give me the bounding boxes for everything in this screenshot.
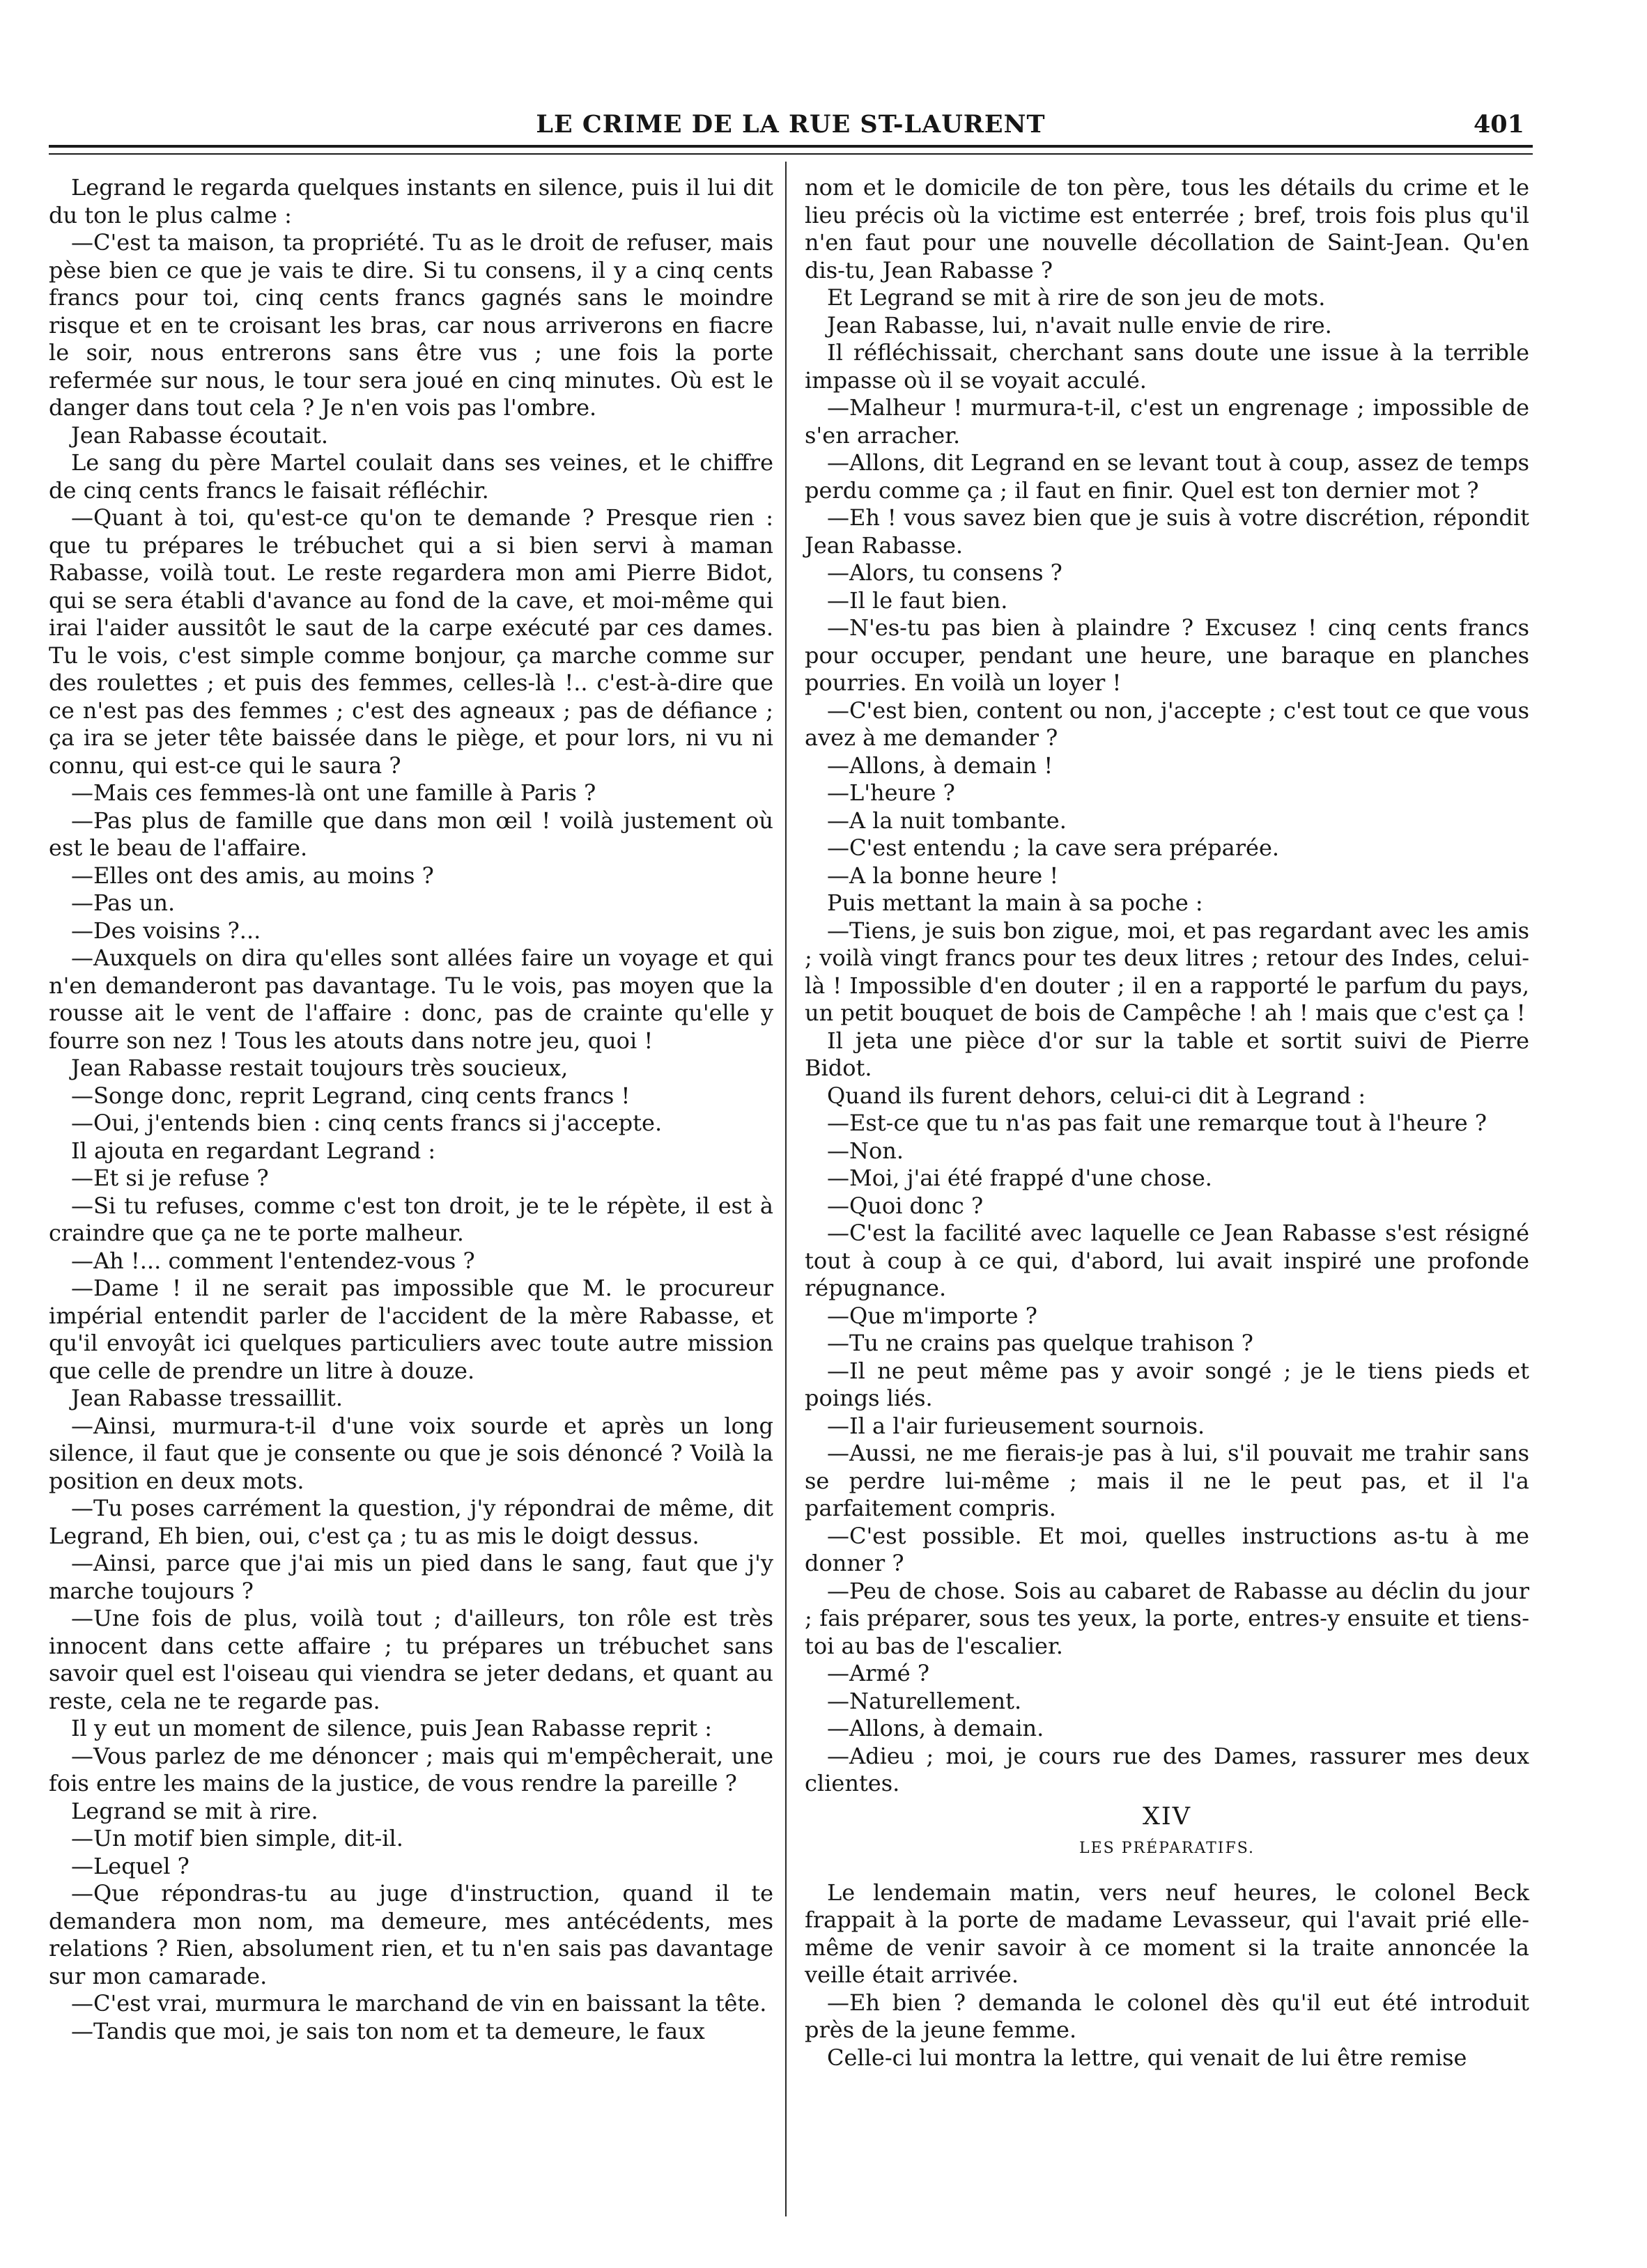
paragraph: —Songe donc, reprit Legrand, cinq cents francs !	[71, 1082, 631, 1109]
paragraph: —Allons, à demain.	[827, 1715, 1044, 1741]
paragraph: —C'est la facilité avec laquelle ce Jean Rabasse s'est résigné tout à coup à ce qui, d'abord, lui avait inspiré une profonde répugnance.	[805, 1220, 1529, 1301]
paragraph: —Il ne peut même pas y avoir songé ; je le tiens pieds et poings liés.	[805, 1357, 1529, 1411]
paragraph: Il y eut un moment de silence, puis Jean Rabasse reprit :	[71, 1715, 713, 1741]
paragraph: —Tu poses carrément la question, j'y répondrai de même, dit Legrand, Eh bien, oui, c'est ça ; tu as mis le doigt dessus.	[49, 1495, 773, 1549]
paragraph: —A la bonne heure !	[827, 862, 1059, 889]
paragraph: —Eh bien ? demanda le colonel dès qu'il eut été introduit près de la jeune femme.	[805, 1989, 1529, 2043]
paragraph: —C'est possible. Et moi, quelles instructions as-tu à me donner ?	[805, 1522, 1529, 1576]
paragraph: —Aussi, ne me fierais-je pas à lui, s'il pouvait me trahir sans se perdre lui-même ; mais il ne le peut pas, et il l'a parfaitement compris.	[805, 1440, 1529, 1521]
paragraph: —Allons, à demain !	[827, 752, 1053, 779]
paragraph: —N'es-tu pas bien à plaindre ? Excusez ! cinq cents francs pour occuper, pendant une heure, une baraque en planches pourries. En voilà un loyer !	[805, 614, 1529, 696]
left-column	[49, 174, 773, 2045]
running-title: LE CRIME DE LA RUE ST-LAURENT	[536, 110, 1046, 139]
paragraph: —Allons, dit Legrand en se levant tout à coup, assez de temps perdu comme ça ; il faut en finir. Quel est ton dernier mot ?	[805, 449, 1529, 504]
paragraph: Il ajouta en regardant Legrand :	[71, 1137, 436, 1164]
paragraph: —C'est ta maison, ta propriété. Tu as le droit de refuser, mais pèse bien ce que je vais te dire. Si tu consens, il y a cinq cents francs pour toi, cinq cents francs gagnés sans le moindre risque et en te croisant les bras, car nous arriverons en fiacre le soir, nous entrerons sans être vus ; une fois la porte refermée sur nous, le tour sera joué en cinq minutes. Où est le danger dans tout cela ? Je n'en vois pas l'ombre.	[49, 229, 773, 421]
paragraph: —Armé ?	[827, 1660, 930, 1686]
chapter-number: XIV	[1142, 1802, 1192, 1831]
paragraph: —Ainsi, parce que j'ai mis un pied dans le sang, faut que j'y marche toujours ?	[49, 1550, 773, 1604]
page-number: 401	[1473, 110, 1524, 139]
paragraph: —Des voisins ?...	[71, 917, 261, 944]
right-column-text-before-chapter	[805, 174, 1529, 1798]
paragraph: —Tu ne crains pas quelque trahison ?	[827, 1330, 1253, 1356]
paragraph: —Ah !... comment l'entendez-vous ?	[71, 1247, 475, 1274]
paragraph: —C'est bien, content ou non, j'accepte ; c'est tout ce que vous avez à me demander ?	[805, 697, 1529, 751]
paragraph: —Peu de chose. Sois au cabaret de Rabasse au déclin du jour ; fais préparer, sous tes yeux, la porte, entres-y ensuite et tiens-toi au bas de l'escalier.	[805, 1577, 1529, 1659]
paragraph: —Et si je refuse ?	[71, 1165, 269, 1191]
paragraph: Jean Rabasse, lui, n'avait nulle envie de rire.	[827, 311, 1332, 339]
paragraph: —Non.	[827, 1137, 904, 1164]
paragraph: Jean Rabasse écoutait.	[71, 421, 328, 449]
paragraph: —C'est vrai, murmura le marchand de vin en baissant la tête.	[71, 1990, 767, 2017]
paragraph: —Que répondras-tu au juge d'instruction, quand il te demandera mon nom, ma demeure, mes antécédents, mes relations ? Rien, absolument rien, et tu n'en sais pas davantage sur mon camarade.	[49, 1880, 773, 1989]
right-column-text-after-chapter	[805, 1879, 1529, 2072]
paragraph: Jean Rabasse tressaillit.	[71, 1385, 343, 1411]
paragraph: —Auxquels on dira qu'elles sont allées faire un voyage et qui n'en demanderont pas davantage. Tu le vois, pas moyen que la rousse ait le vent de l'affaire : donc, pas de crainte qu'elle y fourre son nez ! Tous les atouts dans notre jeu, quoi !	[49, 945, 773, 1054]
paragraph: —Il a l'air furieusement sournois.	[827, 1412, 1205, 1439]
paragraph: Celle-ci lui montra la lettre, qui venait de lui être remise	[827, 2044, 1467, 2071]
paragraph: —Adieu ; moi, je cours rue des Dames, rassurer mes deux clientes.	[805, 1742, 1529, 1796]
paragraph: Legrand se mit à rire.	[71, 1797, 318, 1824]
paragraph: —Quoi donc ?	[827, 1192, 984, 1219]
paragraph: Il jeta une pièce d'or sur la table et sortit suivi de Pierre Bidot.	[805, 1027, 1529, 1081]
paragraph: Quand ils furent dehors, celui-ci dit à Legrand :	[827, 1082, 1366, 1109]
paragraph: —A la nuit tombante.	[827, 807, 1067, 834]
paragraph: nom et le domicile de ton père, tous les détails du crime et le lieu précis où la victime est enterrée ; bref, trois fois plus qu'il n'en faut pour une nouvelle décollation de Saint-Jean. Qu'en dis-tu, Jean Rabasse ?	[805, 174, 1529, 284]
paragraph: —Est-ce que tu n'as pas fait une remarque tout à l'heure ?	[827, 1110, 1487, 1136]
paragraph: —Un motif bien simple, dit-il.	[71, 1825, 403, 1851]
paragraph: Le sang du père Martel coulait dans ses veines, et le chiffre de cinq cents francs le faisait réfléchir.	[49, 449, 773, 504]
paragraph: —Une fois de plus, voilà tout ; d'ailleurs, ton rôle est très innocent dans cette affaire ; tu prépares un trébuchet sans savoir quel est l'oiseau qui viendra se jeter dedans, et quant au reste, cela ne te regarde pas.	[49, 1605, 773, 1714]
paragraph: —Tandis que moi, je sais ton nom et ta demeure, le faux	[71, 2017, 705, 2044]
paragraph: —Vous parlez de me dénoncer ; mais qui m'empêcherait, une fois entre les mains de la justice, de vous rendre la pareille ?	[49, 1742, 773, 1796]
header-rule-thin	[49, 153, 1533, 155]
page-header	[49, 104, 1533, 146]
paragraph: —Dame ! il ne serait pas impossible que M. le procureur impérial entendit parler de l'accident de la mère Rabasse, et qu'il envoyât ici quelques particuliers avec toute autre mission que celle de prendre un litre à douze.	[49, 1275, 773, 1384]
paragraph: Le lendemain matin, vers neuf heures, le colonel Beck frappait à la porte de madame Levasseur, qui l'avait prié elle-même de venir savoir à ce moment si la traite annoncée la veille était arrivée.	[805, 1879, 1529, 1988]
paragraph: —L'heure ?	[827, 779, 955, 806]
paragraph: Jean Rabasse restait toujours très soucieux,	[71, 1055, 569, 1081]
paragraph: —Malheur ! murmura-t-il, c'est un engrenage ; impossible de s'en arracher.	[805, 394, 1529, 449]
paragraph: —Naturellement.	[827, 1687, 1022, 1714]
paragraph: —Tiens, je suis bon zigue, moi, et pas regardant avec les amis ; voilà vingt francs pour tes deux litres ; retour des Indes, celui-là ! Impossible d'en douter ; il en a rapporté le parfum du pays, un petit bouquet de bois de Campêche ! ah ! mais que c'est ça !	[805, 917, 1529, 1026]
paragraph: Et Legrand se mit à rire de son jeu de mots.	[827, 284, 1326, 311]
paragraph: Legrand le regarda quelques instants en silence, puis il lui dit du ton le plus calme :	[49, 174, 773, 228]
paragraph: —Pas plus de famille que dans mon œil ! voilà justement où est le beau de l'affaire.	[49, 807, 773, 861]
paragraph: —Quant à toi, qu'est-ce qu'on te demande ? Presque rien : que tu prépares le trébuchet qui a si bien servi à maman Rabasse, voilà tout. Le reste regardera mon ami Pierre Bidot, qui se sera établi d'avance au fond de la cave, et moi-même qui irai l'aider aussitôt le saut de la carpe exécuté par ces dames. Tu le vois, c'est simple comme bonjour, ça marche comme sur des roulettes ; et puis des femmes, celles-là !.. c'est-à-dire que ce n'est pas des femmes ; c'est des agneaux ; pas de défiance ; ça ira se jeter tête baissée dans le piège, et pour lors, ni vu ni connu, qui est-ce qui le saura ?	[49, 504, 773, 779]
header-rule-thick	[49, 145, 1533, 148]
paragraph: —Moi, j'ai été frappé d'une chose.	[827, 1165, 1212, 1191]
paragraph: —Mais ces femmes-là ont une famille à Paris ?	[71, 779, 596, 806]
paragraph: —Pas un.	[71, 890, 176, 916]
paragraph: Puis mettant la main à sa poche :	[827, 890, 1203, 916]
paragraph: —Eh ! vous savez bien que je suis à votre discrétion, répondit Jean Rabasse.	[805, 504, 1529, 559]
paragraph: Il réfléchissait, cherchant sans doute une issue à la terrible impasse où il se voyait acculé.	[805, 339, 1529, 394]
paragraph: —Lequel ?	[71, 1852, 190, 1879]
paragraph: —Que m'importe ?	[827, 1302, 1037, 1329]
paragraph: —C'est entendu ; la cave sera préparée.	[827, 834, 1280, 861]
paragraph: —Si tu refuses, comme c'est ton droit, je te le répète, il est à craindre que ça ne te porte malheur.	[49, 1192, 773, 1246]
right-column	[805, 174, 1529, 2072]
chapter-title: LES PRÉPARATIFS.	[1079, 1840, 1255, 1857]
column-divider	[785, 162, 787, 2216]
paragraph: —Ainsi, murmura-t-il d'une voix sourde et après un long silence, il faut que je consente ou que je sois dénoncé ? Voilà la position en deux mots.	[49, 1412, 773, 1494]
paragraph: —Il le faut bien.	[827, 587, 1008, 614]
paragraph: —Alors, tu consens ?	[827, 559, 1062, 586]
paragraph: —Elles ont des amis, au moins ?	[71, 862, 434, 889]
paragraph: —Oui, j'entends bien : cinq cents francs si j'accepte.	[71, 1110, 663, 1136]
